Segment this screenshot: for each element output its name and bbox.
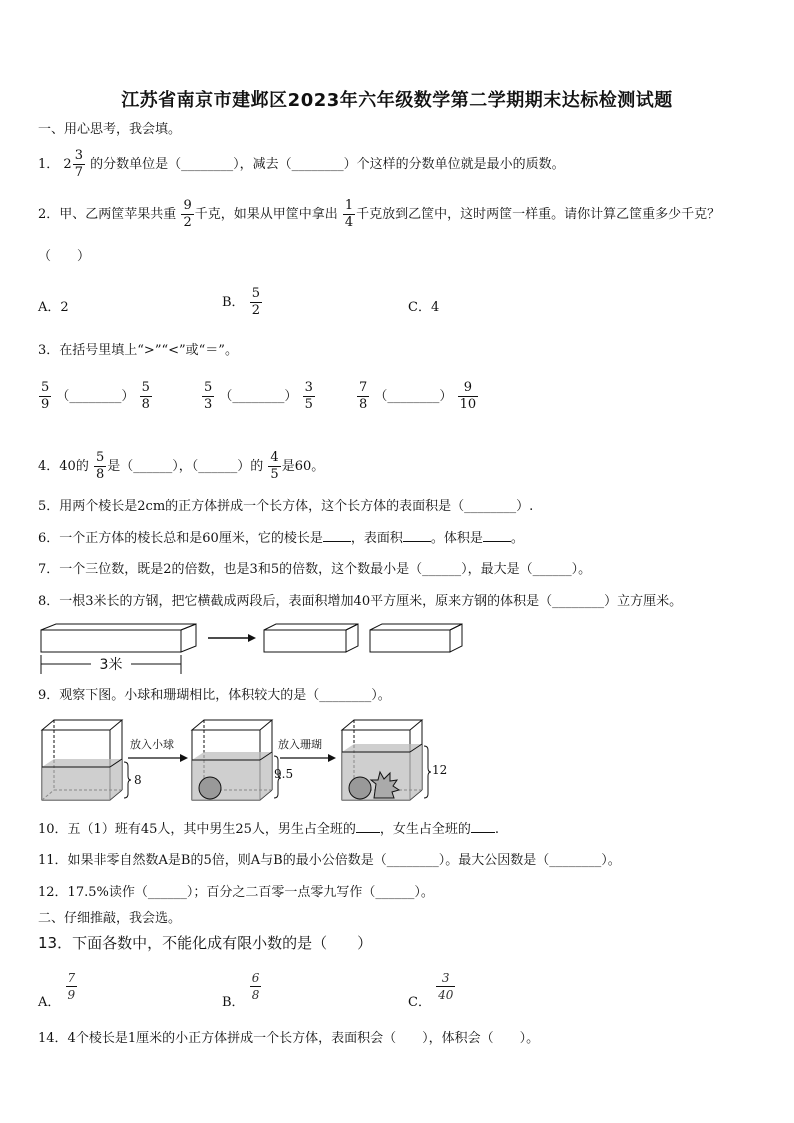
denominator: 10 — [459, 397, 477, 412]
arrow-label-2: 放入珊瑚 — [278, 738, 322, 751]
tank-3 — [342, 720, 447, 800]
numerator: 1 — [344, 198, 354, 213]
numerator: 6 — [251, 971, 260, 985]
option-label: A． — [38, 995, 61, 1010]
numerator: 4 — [270, 450, 279, 465]
question-text: . — [494, 822, 500, 837]
height-label-3: 12 — [432, 763, 448, 777]
question-text: 甲、乙两筐苹果共重 — [59, 207, 177, 222]
numerator: 3 — [304, 380, 313, 395]
numerator: 3 — [74, 148, 83, 163]
question-text: 千克放到乙筐中，这时两筐一样重。请你计算乙筐重多少千克？ — [356, 207, 721, 222]
question-text: 是（______），（______）的 — [107, 459, 264, 474]
option-c: C．4 — [408, 300, 440, 315]
answer-blank[interactable] — [471, 832, 495, 833]
question-text: 是60。 — [281, 459, 325, 474]
question-1 — [38, 148, 565, 181]
section-heading-2: 二、仔细推敲，我会选。 — [38, 911, 182, 926]
arrow-label-1: 放入小球 — [130, 738, 174, 751]
denominator: 2 — [251, 303, 260, 318]
answer-blank[interactable] — [323, 541, 351, 542]
option-a: A．2 — [38, 300, 69, 315]
question-9: 9．观察下图。小球和珊瑚相比，体积较大的是（________）。 — [38, 688, 391, 703]
answer-blank[interactable] — [356, 832, 380, 833]
mixed-whole: 2 — [63, 156, 72, 172]
ball-icon — [199, 777, 221, 799]
question-text: 在括号里填上“>”“<”或“＝”。 — [59, 343, 238, 358]
numerator: 9 — [463, 380, 472, 395]
denominator: 8 — [141, 397, 150, 412]
water-tank-figure — [40, 718, 450, 808]
option-c — [408, 970, 456, 1010]
denominator: 5 — [304, 397, 313, 412]
numerator: 5 — [204, 380, 213, 395]
question-text: 。 — [510, 531, 524, 546]
question-text: 的分数单位是（________），减去（________）个这样的分数单位就是最小的质数。 — [90, 157, 565, 172]
question-4 — [38, 450, 324, 483]
question-8: 8．一根3米长的方钢，把它横截成两段后，表面积增加40平方厘米，原来方钢的体积是（________）立方厘米。 — [38, 594, 683, 609]
option-a — [38, 970, 78, 1010]
height-label-2: 9.5 — [274, 767, 294, 781]
answer-blank[interactable] — [483, 541, 511, 542]
question-14: 14．4个棱长是1厘米的小正方体拼成一个长方体，表面积会（ ），体积会（ ）。 — [38, 1031, 540, 1046]
question-6 — [38, 530, 524, 548]
denominator: 2 — [183, 215, 192, 230]
length-label: 3米 — [99, 657, 123, 673]
section-heading-1: 一、用心思考，我会填。 — [38, 122, 182, 137]
option-label: B． — [222, 995, 245, 1010]
question-3 — [38, 342, 238, 360]
compare-blank[interactable]: （________） — [56, 389, 135, 404]
denominator: 5 — [270, 467, 279, 482]
tank-1 — [42, 720, 142, 800]
numerator: 7 — [67, 971, 76, 985]
option-b — [222, 286, 263, 319]
option-b — [222, 970, 262, 1010]
compare-pair-2 — [201, 380, 316, 413]
compare-blank[interactable]: （________） — [374, 389, 453, 404]
numerator: 9 — [183, 198, 192, 213]
numerator: 3 — [441, 971, 450, 985]
compare-pair-3 — [356, 380, 479, 413]
question-12: 12．17.5%读作（______）；百分之二百零一点零九写作（______）。 — [38, 885, 434, 900]
option-label: B． — [222, 295, 245, 310]
question-number: 4． — [38, 459, 60, 474]
denominator: 9 — [41, 397, 50, 412]
question-10 — [38, 821, 499, 839]
numerator: 5 — [141, 380, 150, 395]
denominator: 8 — [251, 988, 260, 1002]
question-7: 7．一个三位数，既是2的倍数，也是3和5的倍数，这个数最小是（______），最大是（______）。 — [38, 562, 592, 577]
numerator: 7 — [359, 380, 368, 395]
question-text: ，女生占全班的 — [379, 822, 471, 837]
compare-pair-1 — [38, 380, 153, 413]
question-5: 5．用两个棱长是2cm的正方体拼成一个长方体，这个长方体的表面积是（________）. — [38, 499, 534, 514]
denominator: 3 — [204, 397, 213, 412]
mixed-number — [63, 148, 86, 181]
compare-blank[interactable]: （________） — [219, 389, 298, 404]
denominator: 8 — [95, 467, 105, 482]
tank-2 — [192, 720, 293, 800]
numerator: 5 — [251, 286, 260, 301]
question-number: 1． — [38, 157, 60, 172]
denominator: 9 — [67, 988, 76, 1002]
question-text: 40的 — [59, 459, 89, 474]
question-text: ，表面积 — [350, 531, 403, 546]
question-text: 千克，如果从甲筐中拿出 — [194, 207, 338, 222]
option-label: C． — [408, 995, 431, 1010]
numerator: 5 — [95, 450, 105, 465]
question-text: 。体积是 — [430, 531, 483, 546]
denominator: 4 — [344, 215, 354, 230]
ball-icon — [349, 777, 371, 799]
denominator: 40 — [438, 988, 454, 1002]
answer-paren: （ ） — [38, 249, 91, 264]
height-label-1: 8 — [134, 773, 142, 787]
page-title: 江苏省南京市建邺区2023年六年级数学第二学期期末达标检测试题 — [121, 90, 673, 111]
question-2 — [38, 198, 720, 231]
steel-bar-figure — [36, 622, 466, 678]
answer-blank[interactable] — [403, 541, 431, 542]
question-11: 11．如果非零自然数A是B的5倍，则A与B的最小公倍数是（________）。最大公因数是（________）。 — [38, 853, 621, 868]
numerator: 5 — [41, 380, 50, 395]
question-text: 10．五（1）班有45人，其中男生25人，男生占全班的 — [38, 822, 356, 837]
question-13: 13．下面各数中，不能化成有限小数的是（ ） — [38, 934, 373, 952]
question-number: 2． — [38, 207, 60, 222]
denominator: 7 — [74, 165, 83, 180]
question-text: 6．一个正方体的棱长总和是60厘米，它的棱长是 — [38, 531, 323, 546]
question-number: 3． — [38, 343, 60, 358]
denominator: 8 — [359, 397, 368, 412]
